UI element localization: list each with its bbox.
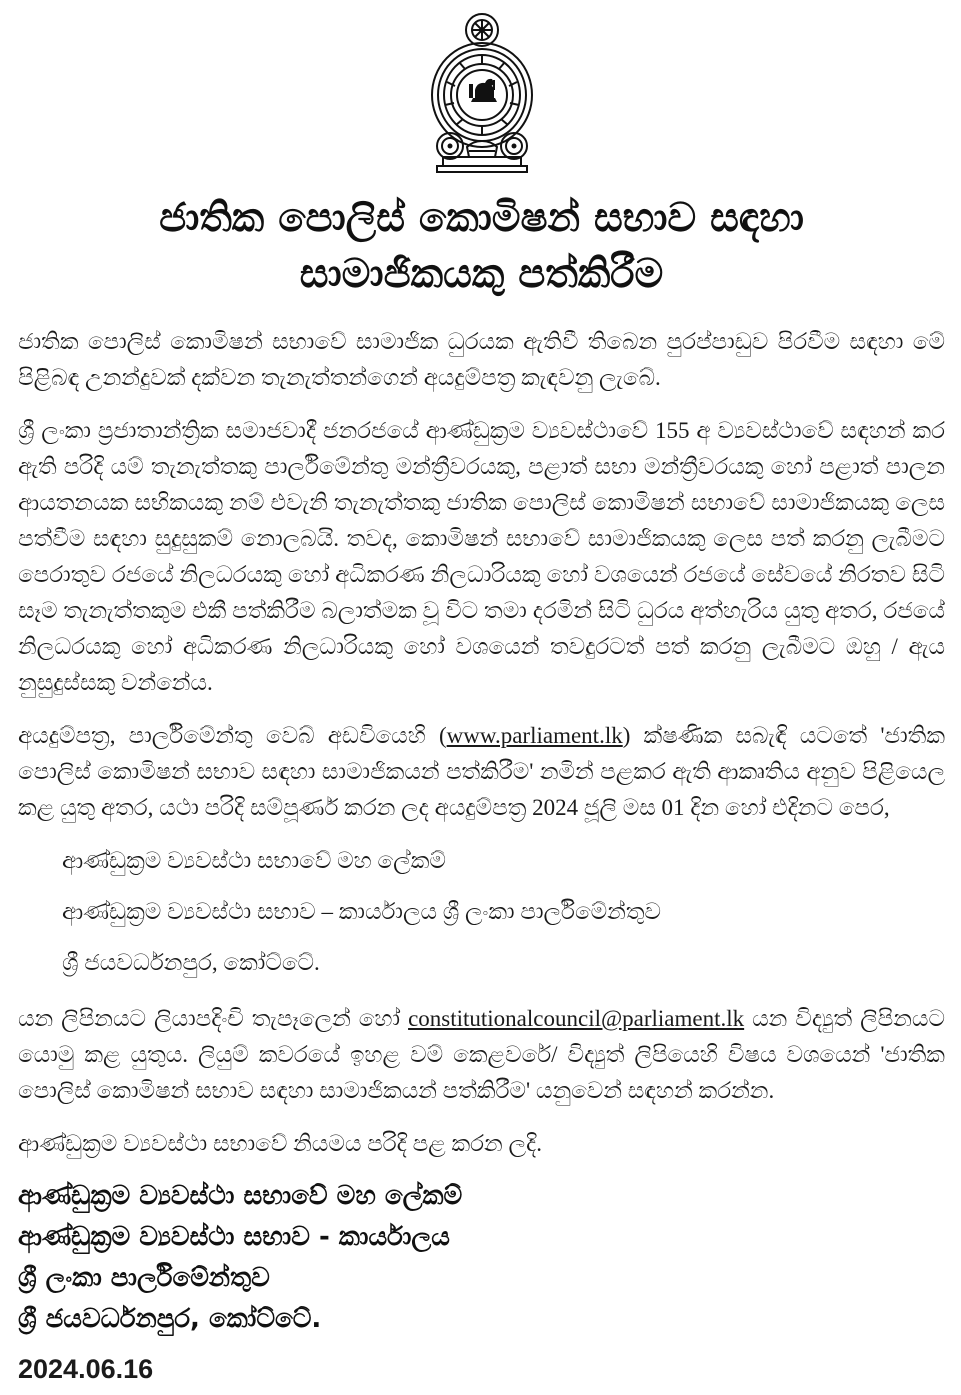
publication-date: 2024.06.16 <box>18 1354 154 1384</box>
signature-line-city: ශ්‍රී ජයවර්ධනපුර, කෝට්ටේ. <box>18 1304 322 1334</box>
paragraph-submission-method <box>18 1001 945 1109</box>
paragraph-application-instructions <box>18 718 945 826</box>
sri-lanka-national-emblem-icon <box>423 10 541 176</box>
page-title-line-1: ජාතික පොලිස් කොමිෂන් සභාව සඳහා <box>159 195 804 241</box>
application-instructions-before-link: අයදුම්පත්‍ර, පාර්ලිමේන්තු වෙබ් අඩවියෙහි ( <box>18 723 447 748</box>
paragraph-eligibility-rules: ශ්‍රී ලංකා ප්‍රජාතාන්ත්‍රික සමාජවාදී ජනරජයේ ආණ්ඩුක්‍රම ව්‍යවස්ථාවේ 155 අ ව්‍යවස්ථාවේ සඳහන් කර ඇති පරිදි යම් තැනැත්තකු පාර්ලිමේන්තු මන්ත්‍රීවරයකු, පළාත් සභා මන්ත්‍රීවරයකු හෝ පළාත් පාලන ආයතනයක සභිකයකු නම් එවැනි තැනැත්තකු ජාතික පොලිස් කොමිෂන් සභාවේ සාමාජිකයකු ලෙස පත්වීම සඳහා සුදුසුකම් නොලබයි. තවද, කොමිෂන් සභාවේ සාමාජිකයකු ලෙස පත් කරනු ලැබීමට පෙරාතුව රජයේ නිලධරයකු හෝ අධිකරණ නිලධාරියකු හෝ වශයෙන් රජයේ සේවයේ නිරතව සිටි සෑම තැනැත්තකුම එකී පත්කිරීම බලාත්මක වූ විට තමා දරමින් සිටි ධුරය අත්හැරිය යුතු අතර, රජයේ නිලධරයකු හෝ අධිකරණ නිලධාරියකු හෝ වශයෙන් තවදුරටත් පත් කරනු ලැබීමට ඔහු / ඇය නුසුදුස්සකු වන්නේය. <box>18 418 945 695</box>
signature-block <box>18 1176 945 1340</box>
page-title-line-2: සාමාජිකයකු පත්කිරීම <box>299 251 664 297</box>
parliament-website-link[interactable]: www.parliament.lk <box>446 723 623 748</box>
submission-after-link: යන විද්‍යුත් ලිපිනයට යොමු කළ යුතුය. ලියුම් කවරයේ ඉහළ වම් කෙළවරේ/ විද්‍යුත් ලිපියෙහි විෂය වශයෙන් 'ජාතික පොලිස් කොමිෂන් සභාව සඳහා සාමාජිකයන් පත්කිරීම' යනුවෙන් සඳහන් කරන්න. <box>18 1006 945 1103</box>
application-instructions-after-link: ) ක්ෂණික සබැඳි යටතේ 'ජාතික පොලිස් කොමිෂන් සභාව සඳහා සාමාජිකයන් පත්කිරීම' නමින් පළකර ඇති ආකෘතිය අනුව පිළියෙල කළ යුතු අතර, යථා පරිදි සම්පූර්ණ කරන ලද අයදුම්පත්‍ර 2024 ජූලි මස 01 දින හෝ එදිනට පෙර, <box>18 723 946 820</box>
published-by-order-line: ආණ්ඩුක්‍රම ව්‍යවස්ථා සභාවේ නියමය පරිදි පළ කරන ලදි. <box>18 1131 542 1156</box>
signature-line-office: ආණ්ඩුක්‍රම ව්‍යවස්ථා සභාව - කාර්යාලය <box>18 1222 450 1252</box>
constitutional-council-email-link[interactable]: constitutionalcouncil@parliament.lk <box>408 1006 745 1031</box>
postal-address-line-3: ශ්‍රී ජයවර්ධනපුර, කෝට්ටේ. <box>62 950 320 975</box>
page-title <box>18 190 945 302</box>
postal-address-block <box>62 843 945 981</box>
paragraph-vacancy-notice: ජාතික පොලිස් කොමිෂන් සභාවේ සාමාජික ධුරයක ඇතිවී තිබෙන පුරප්පාඩුව පිරවීම සඳහා මේ පිළිබඳ උනන්දුවක් දක්වන තැනැත්තන්ගෙන් අයදුම්පත්‍ර කැඳවනු ලැබේ. <box>18 329 945 390</box>
postal-address-line-2: ආණ්ඩුක්‍රම ව්‍යවස්ථා සභාව – කාර්යාලය ශ්‍රී ලංකා පාර්ලිමේන්තුව <box>62 899 662 924</box>
signature-line-secretary-general: ආණ්ඩුක්‍රම ව්‍යවස්ථා සභාවේ මහ ලේකම් <box>18 1181 463 1211</box>
postal-address-line-1: ආණ්ඩුක්‍රම ව්‍යවස්ථා සභාවේ මහ ලේකම් <box>62 848 446 873</box>
submission-before-link: යන ලිපිනයට ලියාපදිංචි තැපෑලෙන් හෝ <box>18 1006 409 1031</box>
signature-line-parliament: ශ්‍රී ලංකා පාර්ලිමේන්තුව <box>18 1263 270 1293</box>
emblem-container <box>18 8 945 176</box>
